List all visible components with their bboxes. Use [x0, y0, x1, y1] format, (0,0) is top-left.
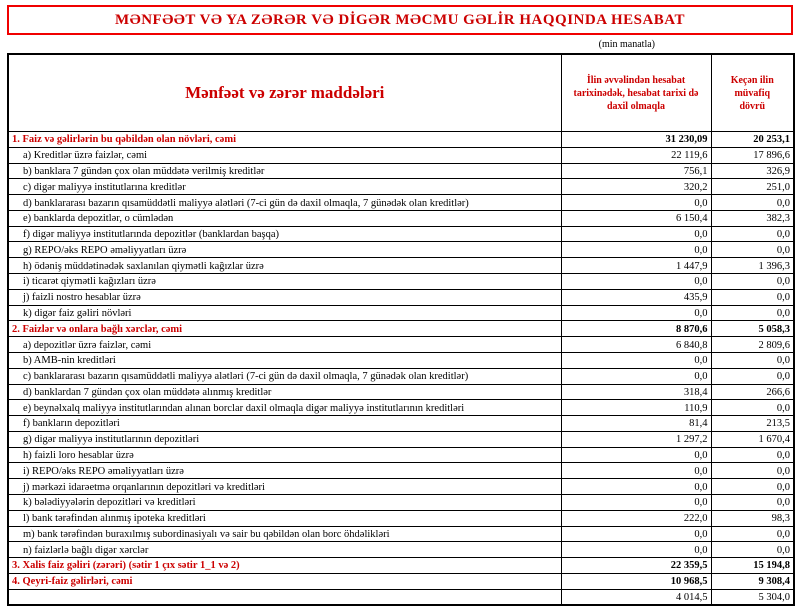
header-row: [8, 54, 794, 132]
value-previous-period: 0,0: [711, 242, 794, 258]
value-current-period: 0,0: [561, 274, 711, 290]
table-row: [8, 289, 794, 305]
value-current-period: 756,1: [561, 163, 711, 179]
value-previous-period: 0,0: [711, 305, 794, 321]
value-current-period: 4 014,5: [561, 589, 711, 605]
table-row: [8, 526, 794, 542]
table-row: [8, 210, 794, 226]
row-label: h) faizli loro hesablar üzrə: [8, 447, 561, 463]
value-previous-period: 0,0: [711, 542, 794, 558]
value-previous-period: 0,0: [711, 463, 794, 479]
row-label: k) bələdiyyələrin depozitləri və kreditləri: [8, 494, 561, 510]
value-previous-period: 251,0: [711, 179, 794, 195]
table-row: [8, 147, 794, 163]
table-row: [8, 431, 794, 447]
row-label: j) faizli nostro hesablar üzrə: [8, 289, 561, 305]
table-row: [8, 179, 794, 195]
value-previous-period: 1 670,4: [711, 431, 794, 447]
value-previous-period: 0,0: [711, 400, 794, 416]
value-current-period: 6 840,8: [561, 337, 711, 353]
row-label: 2. Faizlər və onlara bağlı xərclər, cəmi: [8, 321, 561, 337]
table-row: [8, 416, 794, 432]
value-previous-period: 5 304,0: [711, 589, 794, 605]
row-label: i) ticarət qiymətli kağızları üzrə: [8, 274, 561, 290]
table-row: [8, 400, 794, 416]
table-row: [8, 163, 794, 179]
value-current-period: 0,0: [561, 463, 711, 479]
value-previous-period: 1 396,3: [711, 258, 794, 274]
table-row: [8, 384, 794, 400]
value-current-period: 0,0: [561, 352, 711, 368]
column-header-items: Mənfəət və zərər maddələri: [8, 54, 561, 132]
value-previous-period: 20 253,1: [711, 132, 794, 148]
value-current-period: 0,0: [561, 305, 711, 321]
row-label: 3. Xalis faiz gəliri (zərəri) (sətir 1 çıx sətir 1_1 və 2): [8, 558, 561, 574]
table-row: [8, 589, 794, 605]
value-current-period: 6 150,4: [561, 210, 711, 226]
value-previous-period: 0,0: [711, 526, 794, 542]
value-current-period: 81,4: [561, 416, 711, 432]
value-previous-period: 0,0: [711, 226, 794, 242]
value-previous-period: 98,3: [711, 510, 794, 526]
row-label: a) Kreditlər üzrə faizlər, cəmi: [8, 147, 561, 163]
value-current-period: 10 968,5: [561, 573, 711, 589]
value-previous-period: 266,6: [711, 384, 794, 400]
report-title-banner: [7, 5, 793, 35]
row-label: a) depozitlər üzrə faizlər, cəmi: [8, 337, 561, 353]
row-label: j) mərkəzi idarəetmə orqanlarının depozitləri və kreditləri: [8, 479, 561, 495]
table-row: [8, 305, 794, 321]
value-current-period: 22 119,6: [561, 147, 711, 163]
value-current-period: 435,9: [561, 289, 711, 305]
value-previous-period: 382,3: [711, 210, 794, 226]
unit-note: (min manatla): [598, 39, 655, 50]
table-row: [8, 274, 794, 290]
value-current-period: 1 297,2: [561, 431, 711, 447]
row-label: b) banklara 7 gündən çox olan müddətə verilmiş kreditlər: [8, 163, 561, 179]
report-table: [7, 53, 795, 606]
row-label: h) ödəniş müddətinədək saxlanılan qiymətli kağızlar üzrə: [8, 258, 561, 274]
value-previous-period: 0,0: [711, 447, 794, 463]
value-current-period: 0,0: [561, 526, 711, 542]
table-row: [8, 573, 794, 589]
row-label: c) digər maliyyə institutlarına kreditlər: [8, 179, 561, 195]
row-label: [8, 589, 561, 605]
table-row: [8, 447, 794, 463]
value-current-period: 0,0: [561, 195, 711, 211]
table-row: [8, 226, 794, 242]
row-label: 1. Faiz və gəlirlərin bu qəbildən olan növləri, cəmi: [8, 132, 561, 148]
column-header-current-period: İlin əvvəlindən hesabat tarixinədək, hesabat tarixi də daxil olmaqla: [561, 54, 711, 132]
table-row: [8, 195, 794, 211]
row-label: e) beynəlxalq maliyyə institutlarından alınan borclar daxil olmaqla digər maliyyə institutlarının kreditləri: [8, 400, 561, 416]
value-current-period: 31 230,09: [561, 132, 711, 148]
value-previous-period: 213,5: [711, 416, 794, 432]
table-row: [8, 258, 794, 274]
value-previous-period: 2 809,6: [711, 337, 794, 353]
value-current-period: 318,4: [561, 384, 711, 400]
table-row: [8, 242, 794, 258]
value-previous-period: 9 308,4: [711, 573, 794, 589]
value-previous-period: 0,0: [711, 479, 794, 495]
value-previous-period: 0,0: [711, 289, 794, 305]
row-label: e) banklarda depozitlər, o cümlədən: [8, 210, 561, 226]
report-title: MƏNFƏƏT VƏ YA ZƏRƏR VƏ DİGƏR MƏCMU GƏLİR HAQQINDA HESABAT: [114, 12, 686, 28]
row-label: d) banklardan 7 gündən çox olan müddətə alınmış kreditlər: [8, 384, 561, 400]
value-current-period: 0,0: [561, 447, 711, 463]
table-row: [8, 132, 794, 148]
column-header-previous-period: Keçən ilin müvafiq dövrü: [711, 54, 794, 132]
report-table-body: [8, 132, 794, 606]
table-row: [8, 368, 794, 384]
value-previous-period: 0,0: [711, 274, 794, 290]
report-table-header: [8, 54, 794, 132]
row-label: m) bank tərəfindən buraxılmış subordinasiyalı və sair bu qəbildən olan borc öhdəlikləri: [8, 526, 561, 542]
table-row: [8, 479, 794, 495]
table-row: [8, 510, 794, 526]
value-previous-period: 15 194,8: [711, 558, 794, 574]
value-current-period: 110,9: [561, 400, 711, 416]
table-row: [8, 542, 794, 558]
value-previous-period: 0,0: [711, 368, 794, 384]
row-label: d) banklararası bazarın qısamüddətli maliyyə alətləri (7-ci gün də daxil olmaqla, 7 günədək olan kreditlər): [8, 195, 561, 211]
table-row: [8, 463, 794, 479]
value-current-period: 0,0: [561, 479, 711, 495]
value-previous-period: 5 058,3: [711, 321, 794, 337]
row-label: g) REPO/əks REPO əməliyyatları üzrə: [8, 242, 561, 258]
row-label: l) bank tərəfindən alınmış ipoteka kreditləri: [8, 510, 561, 526]
row-label: f) bankların depozitləri: [8, 416, 561, 432]
row-label: b) AMB-nin kreditləri: [8, 352, 561, 368]
value-current-period: 0,0: [561, 494, 711, 510]
row-label: c) banklararası bazarın qısamüddətli maliyyə alətləri (7-ci gün də daxil olmaqla, 7 günədək olan kreditlər): [8, 368, 561, 384]
value-previous-period: 0,0: [711, 494, 794, 510]
value-current-period: 320,2: [561, 179, 711, 195]
value-current-period: 22 359,5: [561, 558, 711, 574]
row-label: i) REPO/əks REPO əməliyyatları üzrə: [8, 463, 561, 479]
row-label: 4. Qeyri-faiz gəlirləri, cəmi: [8, 573, 561, 589]
row-label: k) digər faiz gəliri növləri: [8, 305, 561, 321]
value-previous-period: 0,0: [711, 352, 794, 368]
value-current-period: 8 870,6: [561, 321, 711, 337]
value-current-period: 0,0: [561, 542, 711, 558]
row-label: g) digər maliyyə institutlarının depozitləri: [8, 431, 561, 447]
value-previous-period: 17 896,6: [711, 147, 794, 163]
row-label: f) digər maliyyə institutlarında depozitlər (banklardan başqa): [8, 226, 561, 242]
value-current-period: 0,0: [561, 368, 711, 384]
value-current-period: 222,0: [561, 510, 711, 526]
value-current-period: 0,0: [561, 226, 711, 242]
value-current-period: 0,0: [561, 242, 711, 258]
table-row: [8, 321, 794, 337]
value-current-period: 1 447,9: [561, 258, 711, 274]
table-row: [8, 337, 794, 353]
value-previous-period: 0,0: [711, 195, 794, 211]
value-previous-period: 326,9: [711, 163, 794, 179]
row-label: n) faizlərlə bağlı digər xərclər: [8, 542, 561, 558]
table-row: [8, 352, 794, 368]
table-row: [8, 494, 794, 510]
table-row: [8, 558, 794, 574]
